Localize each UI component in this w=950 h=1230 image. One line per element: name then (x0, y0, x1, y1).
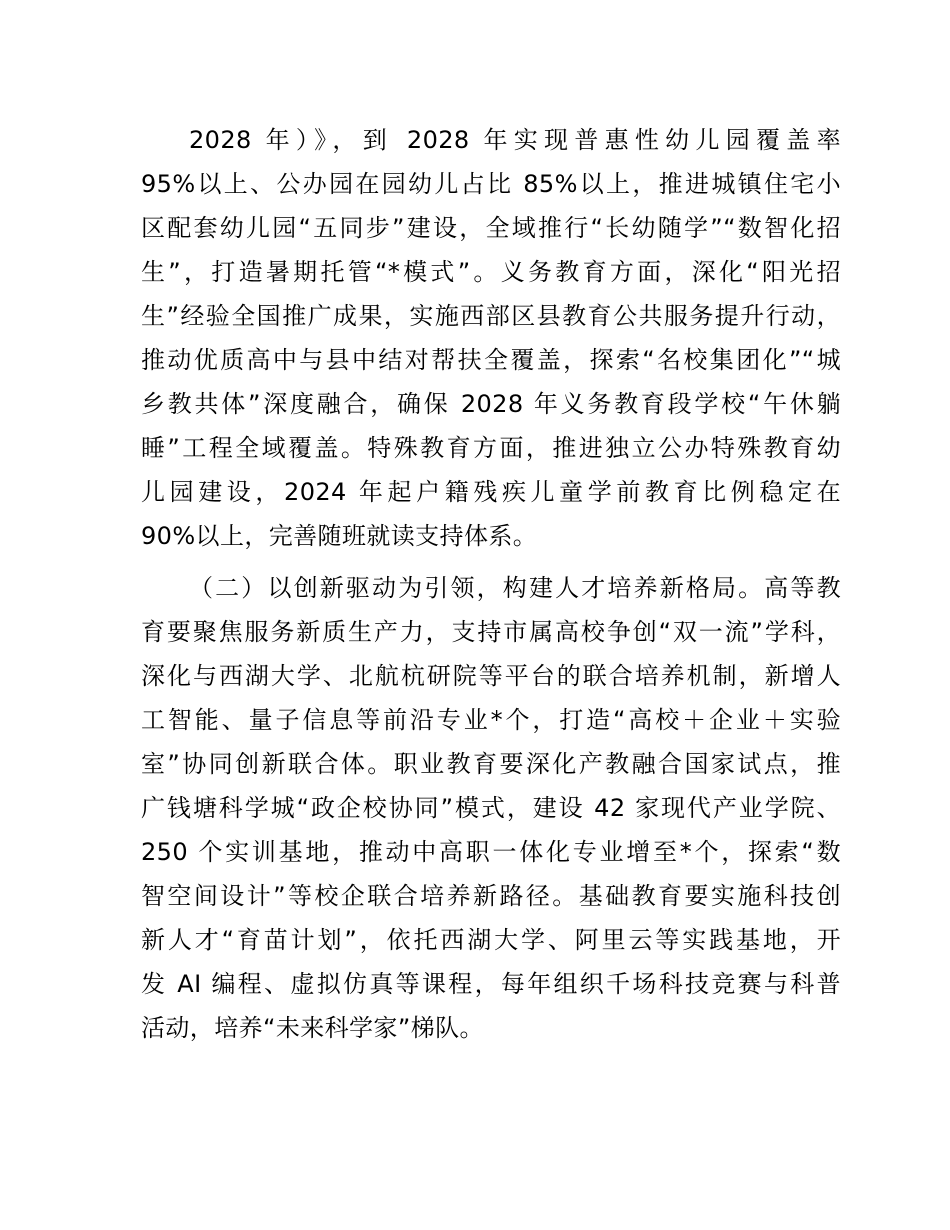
text-line: 生”经验全国推广成果，实施西部区县教育公共服务提升行动， (141, 302, 841, 330)
text-line: 儿园建设，2024 年起户籍残疾儿童学前教育比例稳定在 (141, 478, 841, 506)
text-line: （二）以创新驱动为引领，构建人才培养新格局。高等教 (189, 574, 841, 602)
text-line: 育要聚焦服务新质生产力，支持市属高校争创“双一流”学科， (141, 618, 841, 646)
text-line: 90%以上，完善随班就读支持体系。 (141, 522, 538, 550)
text-line: 睡”工程全域覆盖。特殊教育方面，推进独立公办特殊教育幼 (141, 434, 841, 462)
paragraph-spacer (141, 558, 841, 566)
text-line: 工智能、量子信息等前沿专业*个，打造“高校＋企业＋实验 (141, 706, 841, 734)
text-line: 广钱塘科学城“政企校协同”模式，建设 42 家现代产业学院、 (141, 794, 841, 822)
text-line: 推动优质高中与县中结对帮扶全覆盖，探索“名校集团化”“城 (141, 346, 841, 374)
text-line: 区配套幼儿园“五同步”建设，全域推行“长幼随学”“数智化招 (141, 214, 841, 242)
text-line: 活动，培养“未来科学家”梯队。 (141, 1014, 484, 1042)
text-line: 乡教共体”深度融合，确保 2028 年义务教育段学校“午休躺 (141, 390, 841, 418)
text-line: 新人才“育苗计划”，依托西湖大学、阿里云等实践基地，开 (141, 926, 841, 954)
text-line: 2028 年）》，到 2028 年实现普惠性幼儿园覆盖率 (189, 126, 841, 154)
text-line: 95%以上、公办园在园幼儿占比 85%以上，推进城镇住宅小 (141, 170, 841, 198)
text-line: 发 AI 编程、虚拟仿真等课程，每年组织千场科技竞赛与科普 (141, 970, 841, 998)
text-line: 深化与西湖大学、北航杭研院等平台的联合培养机制，新增人 (141, 662, 841, 690)
text-line: 智空间设计”等校企联合培养新路径。基础教育要实施科技创 (141, 882, 841, 910)
text-line: 生”，打造暑期托管“*模式”。义务教育方面，深化“阳光招 (141, 258, 841, 286)
text-line: 室”协同创新联合体。职业教育要深化产教融合国家试点，推 (141, 750, 841, 778)
paragraph-1 (141, 118, 841, 558)
document-body (141, 118, 841, 1050)
text-line: 250 个实训基地，推动中高职一体化专业增至*个，探索“数 (141, 838, 841, 866)
paragraph-2 (141, 566, 841, 1050)
